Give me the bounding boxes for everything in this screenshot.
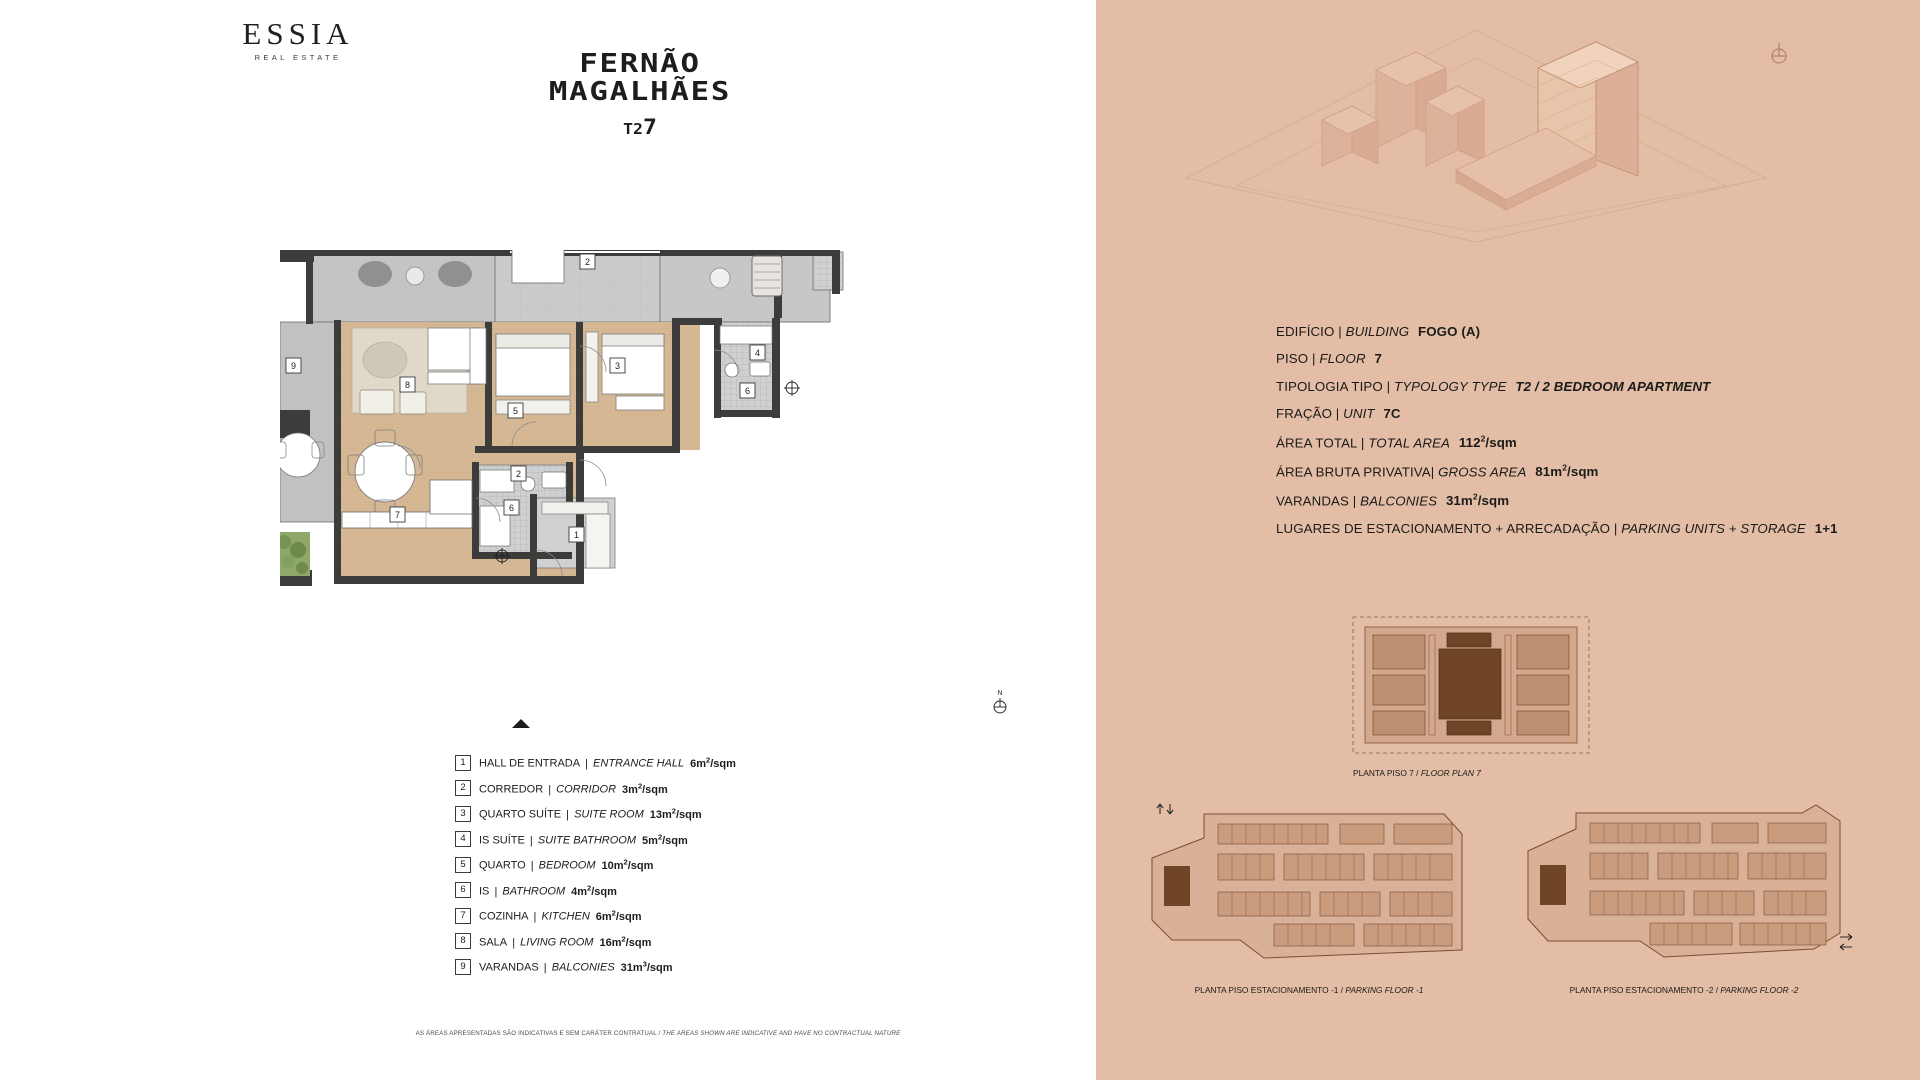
legend-label-en: BALCONIES [551, 962, 615, 975]
legend-label-en: LIVING ROOM [520, 936, 594, 949]
spec-unit: FRAÇÃO | UNIT 7C [1276, 406, 1401, 422]
spec-value: $31m^2$/sqm [1445, 491, 1510, 509]
legend-label-pt: COZINHA [479, 911, 529, 924]
legend-label: IS SUÍTE | SUITE BATHROOM $5m^2$/sqm [479, 831, 688, 847]
mini-parking-plan-minus2 [1514, 795, 1854, 995]
legend-number: 9 [455, 959, 471, 975]
svg-text:9: 9 [290, 361, 297, 371]
legend-label: CORREDOR | CORRIDOR $3m^2$/sqm [479, 780, 668, 796]
disclaimer [408, 1030, 908, 1037]
legend-label: SALA | LIVING ROOM $16m^2$/sqm [479, 933, 652, 949]
room-legend [455, 750, 975, 980]
spec-label-pt: VARANDAS [1276, 493, 1349, 509]
spec-label-en: TYPOLOGY TYPE [1393, 378, 1507, 394]
legend-label-pt: CORREDOR [479, 783, 544, 796]
legend-label-en: CORRIDOR [556, 783, 617, 796]
spec-label-en: PARKING UNITS + STORAGE [1621, 520, 1806, 536]
legend-area: $3m^2$/sqm [622, 780, 668, 796]
legend-label-pt: IS [479, 885, 490, 898]
apartment-floor-plan [280, 250, 1020, 690]
legend-label: IS | BATHROOM $4m^2$/sqm [479, 882, 617, 898]
project-title-line-1: FERNÃO [579, 49, 701, 79]
spec-value: 7 [1374, 351, 1382, 367]
legend-number: 2 [455, 780, 471, 796]
spec-label-en: UNIT [1343, 406, 1375, 422]
spec-value: 1+1 [1814, 520, 1838, 536]
mini-floor-plan-7-caption: PLANTA PISO 7 / FLOOR PLAN 7 [1353, 768, 1481, 778]
legend-label-en: ENTRANCE HALL [593, 758, 685, 771]
legend-label-pt: QUARTO SUÍTE [479, 809, 562, 822]
spec-total-area [1276, 435, 1896, 450]
spec-gross-area [1276, 464, 1896, 479]
north-label: N [997, 690, 1003, 697]
legend-label-en: SUITE BATHROOM [537, 834, 637, 847]
list-item [455, 929, 975, 955]
brand-logo [218, 18, 378, 62]
legend-label: HALL DE ENTRADA | ENTRANCE HALL $6m^2$/sqm [479, 755, 736, 771]
legend-area: $6m^2$/sqm [690, 755, 736, 771]
plan-direction-marker [512, 719, 530, 728]
spec-label-en: BALCONIES [1360, 493, 1438, 509]
spec-typology: TIPOLOGIA TIPO | TYPOLOGY TYPE T2 / 2 BEDROOM APARTMENT [1276, 378, 1711, 394]
legend-area: $4m^2$/sqm [571, 882, 617, 898]
site-massing-diagram [1126, 10, 1826, 250]
svg-text:7: 7 [394, 510, 401, 520]
spec-label-pt: FRAÇÃO [1276, 406, 1333, 422]
legend-label-pt: VARANDAS [479, 962, 539, 975]
legend-label-pt: QUARTO [479, 860, 526, 873]
project-title-line-2: MAGALHÃES [548, 77, 732, 108]
disclaimer-en: THE AREAS SHOWN ARE INDICATIVE AND HAVE NO CONTRACTUAL NATURE [662, 1030, 901, 1037]
legend-label: QUARTO SUÍTE | SUITE ROOM $13m^2$/sqm [479, 806, 702, 822]
north-indicator-massing [1768, 42, 1790, 73]
list-item [455, 776, 975, 802]
spec-value: 7C [1383, 406, 1401, 422]
legend-label-pt: SALA [479, 936, 508, 949]
legend-number: 8 [455, 933, 471, 949]
north-indicator-plan [985, 690, 1015, 714]
svg-text:3: 3 [614, 361, 621, 371]
compass-icon [992, 698, 1008, 714]
unit-specifications [1276, 325, 1896, 549]
project-typology-mark [486, 115, 794, 139]
spec-label-pt: ÁREA BRUTA PRIVATIVA| [1276, 464, 1435, 480]
svg-text:6: 6 [508, 503, 515, 513]
spec-value: $112^2$/sqm [1458, 433, 1517, 451]
legend-number: 7 [455, 908, 471, 924]
list-item [455, 954, 975, 980]
list-item [455, 827, 975, 853]
spec-label-pt: ÁREA TOTAL | [1276, 435, 1365, 451]
spec-value: $81m^2$/sqm [1535, 462, 1599, 480]
legend-number: 6 [455, 882, 471, 898]
legend-label-pt: HALL DE ENTRADA [479, 758, 581, 771]
spec-label-en: GROSS AREA [1438, 464, 1527, 480]
legend-label: QUARTO | BEDROOM $10m^2$/sqm [479, 857, 654, 873]
legend-area: $16m^2$/sqm [599, 933, 652, 949]
list-item [455, 750, 975, 776]
spec-label-pt: PISO [1276, 351, 1309, 367]
mini-parking-minus2-caption: PLANTA PISO ESTACIONAMENTO -2 / PARKING FLOOR -2 [1569, 985, 1799, 995]
legend-area: $6m^2$/sqm [595, 908, 642, 924]
list-item [455, 852, 975, 878]
spec-label-en: TOTAL AREA [1368, 435, 1451, 451]
legend-label-pt: IS SUÍTE [479, 834, 525, 847]
spec-value: FOGO (A) [1418, 324, 1481, 339]
legend-label-en: BATHROOM [502, 885, 566, 898]
spec-label-en: FLOOR [1319, 351, 1366, 367]
list-item [455, 903, 975, 929]
right-panel [1096, 0, 1920, 1080]
svg-text:8: 8 [404, 380, 411, 390]
project-title [500, 50, 780, 139]
legend-area: $10m^2$/sqm [601, 857, 654, 873]
spec-label-pt: EDIFÍCIO [1276, 324, 1335, 339]
legend-number: 5 [455, 857, 471, 873]
legend-number: 1 [455, 755, 471, 771]
unit-letter: 7 [642, 115, 657, 140]
legend-label-en: KITCHEN [541, 911, 590, 924]
spec-parking: LUGARES DE ESTACIONAMENTO + ARRECADAÇÃO | PARKING UNITS + STORAGE 1+1 [1276, 520, 1838, 536]
mini-parking-plan-minus1 [1144, 800, 1474, 995]
spec-label-pt: TIPOLOGIA TIPO [1276, 378, 1383, 394]
spec-value: T2 / 2 BEDROOM APARTMENT [1515, 378, 1711, 394]
typology-prefix: T2 [623, 120, 643, 139]
brand-logo-sub: REAL ESTATE [254, 53, 342, 62]
svg-text:6: 6 [744, 386, 751, 396]
svg-text:1: 1 [573, 530, 580, 540]
spec-building: EDIFÍCIO | BUILDING FOGO (A) [1276, 324, 1481, 339]
legend-label: VARANDAS | BALCONIES $31m^3$/sqm [479, 959, 673, 975]
spec-label-pt: LUGARES DE ESTACIONAMENTO + ARRECADAÇÃO [1276, 520, 1611, 536]
svg-text:4: 4 [754, 348, 761, 358]
legend-label-en: SUITE ROOM [574, 809, 644, 822]
svg-text:2: 2 [584, 257, 591, 267]
spec-label-en: BUILDING [1345, 324, 1410, 339]
mini-parking-minus1-caption: PLANTA PISO ESTACIONAMENTO -1 / PARKING FLOOR -1 [1194, 985, 1424, 995]
spec-balconies: VARANDAS | BALCONIES $31m^2$/sqm [1276, 491, 1510, 509]
svg-text:5: 5 [512, 406, 519, 416]
spec-floor: PISO | FLOOR 7 [1276, 351, 1382, 367]
disclaimer-pt: AS ÁREAS APRESENTADAS SÃO INDICATIVAS E SEM CARÁTER CONTRATUAL / [415, 1030, 661, 1037]
legend-number: 4 [455, 831, 471, 847]
legend-number: 3 [455, 806, 471, 822]
legend-area: $13m^2$/sqm [649, 806, 702, 822]
legend-label-en: BEDROOM [538, 860, 596, 873]
list-item [455, 801, 975, 827]
svg-text:2: 2 [515, 469, 522, 479]
legend-area: $5m^2$/sqm [642, 831, 688, 847]
mini-floor-plan-7 [1351, 615, 1591, 778]
legend-area: $31m^3$/sqm [620, 959, 673, 975]
brand-logo-main: ESSIA [242, 16, 354, 51]
list-item [455, 878, 975, 904]
legend-label: COZINHA | KITCHEN $6m^2$/sqm [479, 908, 642, 924]
